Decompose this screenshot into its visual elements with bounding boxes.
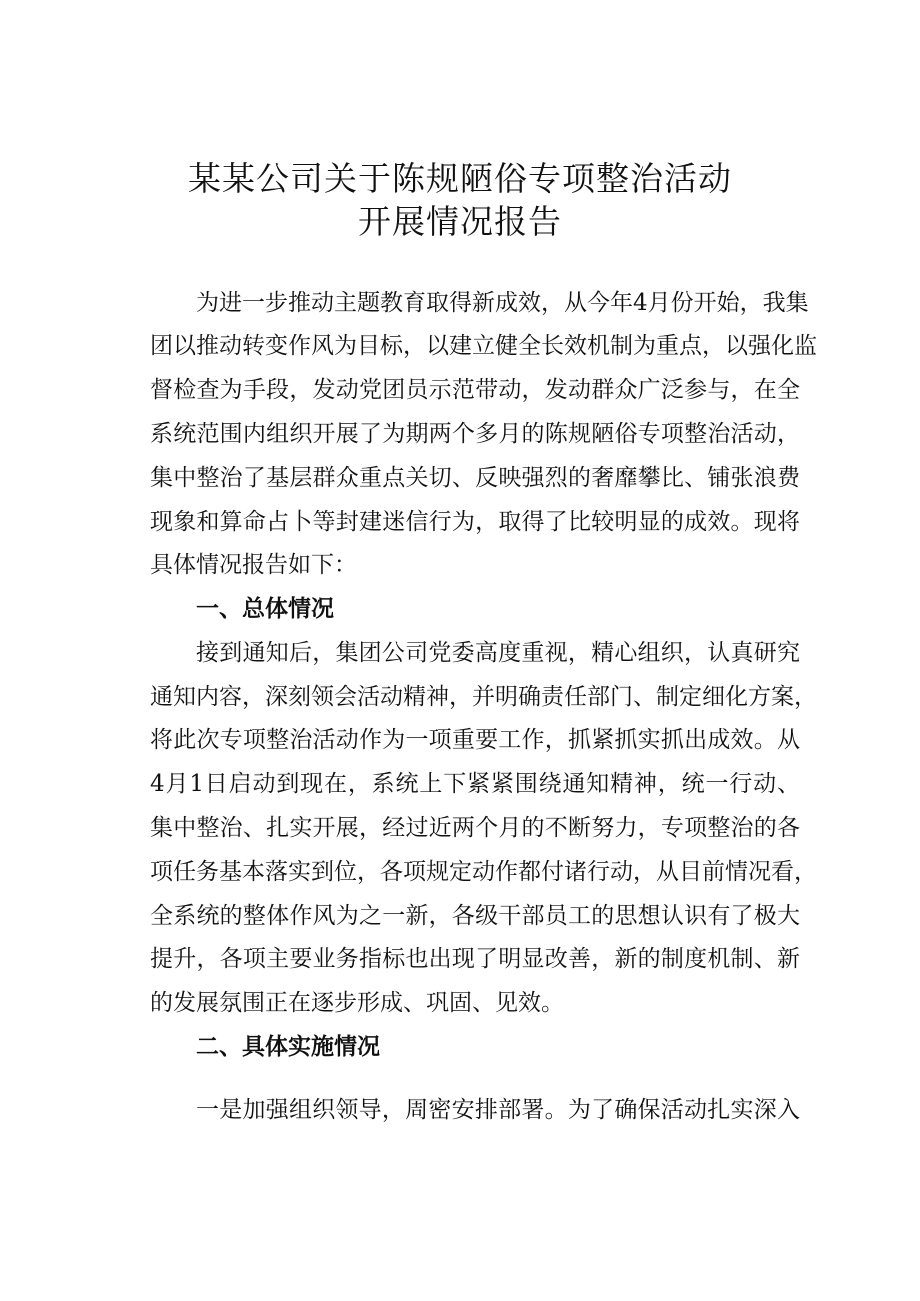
intro-line: 现象和算命占卜等封建迷信行为，取得了比较明显的成效。现将	[150, 509, 800, 535]
intro-line: 团以推动转变作风为目标，以建立健全长效机制为重点，以强化监	[150, 333, 817, 359]
section-1-line: 4月1日启动到现在，系统上下紧紧围绕通知精神，统一行动、	[150, 771, 800, 797]
intro-line: 集中整治了基层群众重点关切、反映强烈的奢靡攀比、铺张浪费	[150, 465, 800, 491]
section-2-heading: 二、具体实施情况	[196, 1034, 380, 1060]
section-1-line: 将此次专项整治活动作为一项重要工作，抓紧抓实抓出成效。从	[150, 727, 800, 753]
intro-line: 督检查为手段，发动党团员示范带动，发动群众广泛参与，在全	[150, 377, 800, 403]
document-title-line-1: 某某公司关于陈规陋俗专项整治活动	[188, 159, 732, 198]
section-1-heading: 一、总体情况	[196, 596, 334, 622]
intro-line: 为进一步推动主题教育取得新成效，从今年4月份开始，我集	[196, 290, 809, 316]
section-1-line: 项任务基本落实到位，各项规定动作都付诸行动，从目前情况看，	[150, 859, 817, 885]
section-1-line: 全系统的整体作风为之一新，各级干部员工的思想认识有了极大	[150, 903, 800, 929]
intro-line: 系统范围内组织开展了为期两个多月的陈规陋俗专项整治活动，	[150, 421, 800, 447]
section-1-line: 接到通知后，集团公司党委高度重视，精心组织，认真研究	[196, 640, 800, 666]
section-1-line: 的发展氛围正在逐步形成、巩固、见效。	[150, 990, 564, 1016]
section-1-line: 通知内容，深刻领会活动精神，并明确责任部门、制定细化方案，	[150, 684, 817, 710]
document-title-line-2: 开展情况报告	[358, 202, 562, 241]
section-1-line: 提升，各项主要业务指标也出现了明显改善，新的制度机制、新	[150, 946, 800, 972]
intro-line: 具体情况报告如下：	[150, 552, 357, 578]
section-1-line: 集中整治、扎实开展，经过近两个月的不断努力，专项整治的各	[150, 815, 800, 841]
section-2-line: 一是加强组织领导，周密安排部署。为了确保活动扎实深入	[196, 1097, 800, 1123]
